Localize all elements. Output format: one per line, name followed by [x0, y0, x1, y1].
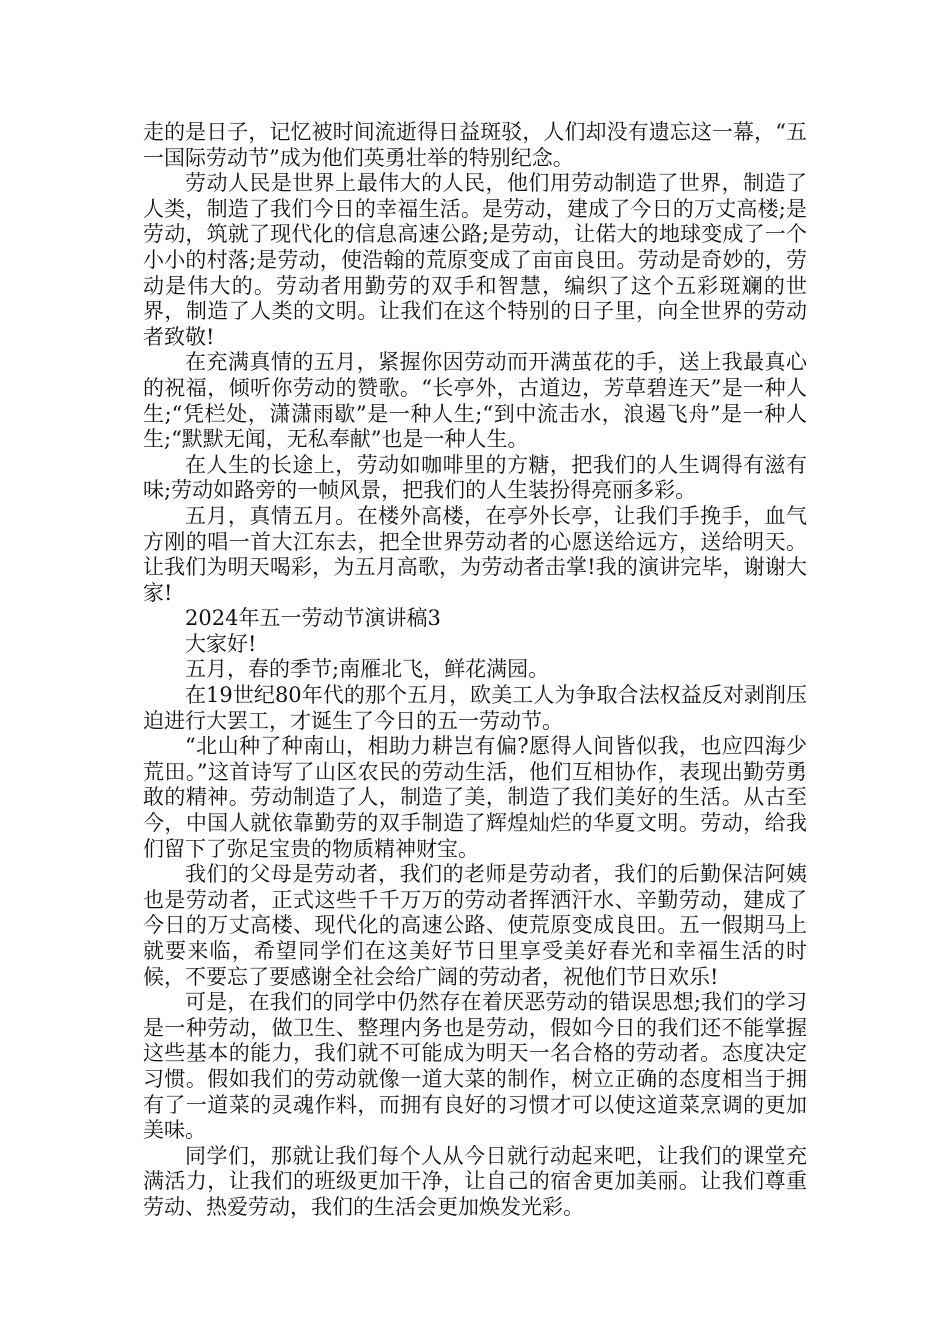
document-body [143, 120, 807, 1221]
paragraph: 在充满真情的五月，紧握你因劳动而开满茧花的手，送上我最真心的祝福，倾听你劳动的赞歌。“长亭外，古道边，芳草碧连天”是一种人生;“凭栏处，潇潇雨歇”是一种人生;“到中流击水，浪遏飞舟”是一种人生;“默默无闻，无私奉献”也是一种人生。 [143, 350, 807, 452]
greeting: 大家好! [185, 631, 257, 656]
paragraph: 劳动人民是世界上最伟大的人民，他们用劳动制造了世界，制造了人类，制造了我们今日的幸福生活。是劳动，建成了今日的万丈高楼;是劳动，筑就了现代化的信息高速公路;是劳动，让偌大的地球变成了一个小小的村落;是劳动，使浩翰的荒原变成了亩亩良田。劳动是奇妙的，劳动是伟大的。劳动者用勤劳的双手和智慧，编织了这个五彩斑斓的世界，制造了人类的文明。让我们在这个特别的日子里，向全世界的劳动者致敬! [143, 171, 807, 349]
paragraph: “北山种了种南山，相助力耕岂有偏?愿得人间皆似我，也应四海少荒田。”这首诗写了山区农民的劳动生活，他们互相协作，表现出勤劳勇敢的精神。劳动制造了人，制造了美，制造了我们美好的生活。从古至今，中国人就依靠勤劳的双手制造了辉煌灿烂的华夏文明。劳动，给我们留下了弥足宝贵的物质精神财宝。 [143, 734, 807, 861]
speech-title: 2024年五一劳动节演讲稿3 [185, 606, 441, 631]
paragraph: 可是，在我们的同学中仍然存在着厌恶劳动的错误思想;我们的学习是一种劳动，做卫生、整理内务也是劳动，假如今日的我们还不能掌握这些基本的能力，我们就不可能成为明天一名合格的劳动者。态度决定习惯。假如我们的劳动就像一道大菜的制作，树立正确的态度相当于拥有了一道菜的灵魂作料，而拥有良好的习惯才可以使这道菜烹调的更加美味。 [143, 990, 807, 1143]
paragraph: 在人生的长途上，劳动如咖啡里的方糖，把我们的人生调得有滋有味;劳动如路旁的一帧风景，把我们的人生装扮得亮丽多彩。 [143, 452, 807, 503]
paragraph: 五月，春的季节;南雁北飞，鲜花满园。 [185, 657, 550, 682]
paragraph-continuation: 走的是日子，记忆被时间流逝得日益斑驳，人们却没有遗忘这一幕，“五一国际劳动节”成为他们英勇壮举的特别纪念。 [143, 120, 807, 170]
paragraph: 在19世纪80年代的那个五月，欧美工人为争取合法权益反对剥削压迫进行大罢工，才诞生了今日的五一劳动节。 [143, 683, 807, 733]
paragraph: 五月，真情五月。在楼外高楼，在亭外长亭，让我们手挽手，血气方刚的唱一首大江东去，把全世界劳动者的心愿送给远方，送给明天。让我们为明天喝彩，为五月高歌，为劳动者击掌!我的演讲完毕，谢谢大家! [143, 503, 807, 605]
paragraph: 同学们，那就让我们每个人从今日就行动起来吧，让我们的课堂充满活力，让我们的班级更加干净，让自己的宿舍更加美丽。让我们尊重劳动、热爱劳动，我们的生活会更加焕发光彩。 [143, 1143, 807, 1219]
paragraph: 我们的父母是劳动者，我们的老师是劳动者，我们的后勤保洁阿姨也是劳动者，正式这些千千万万的劳动者挥洒汗水、辛勤劳动，建成了今日的万丈高楼、现代化的高速公路、使荒原变成良田。五一假期马上就要来临，希望同学们在这美好节日里享受美好春光和幸福生活的时候，不要忘了要感谢全社会给广阔的劳动者，祝他们节日欢乐! [143, 862, 807, 989]
